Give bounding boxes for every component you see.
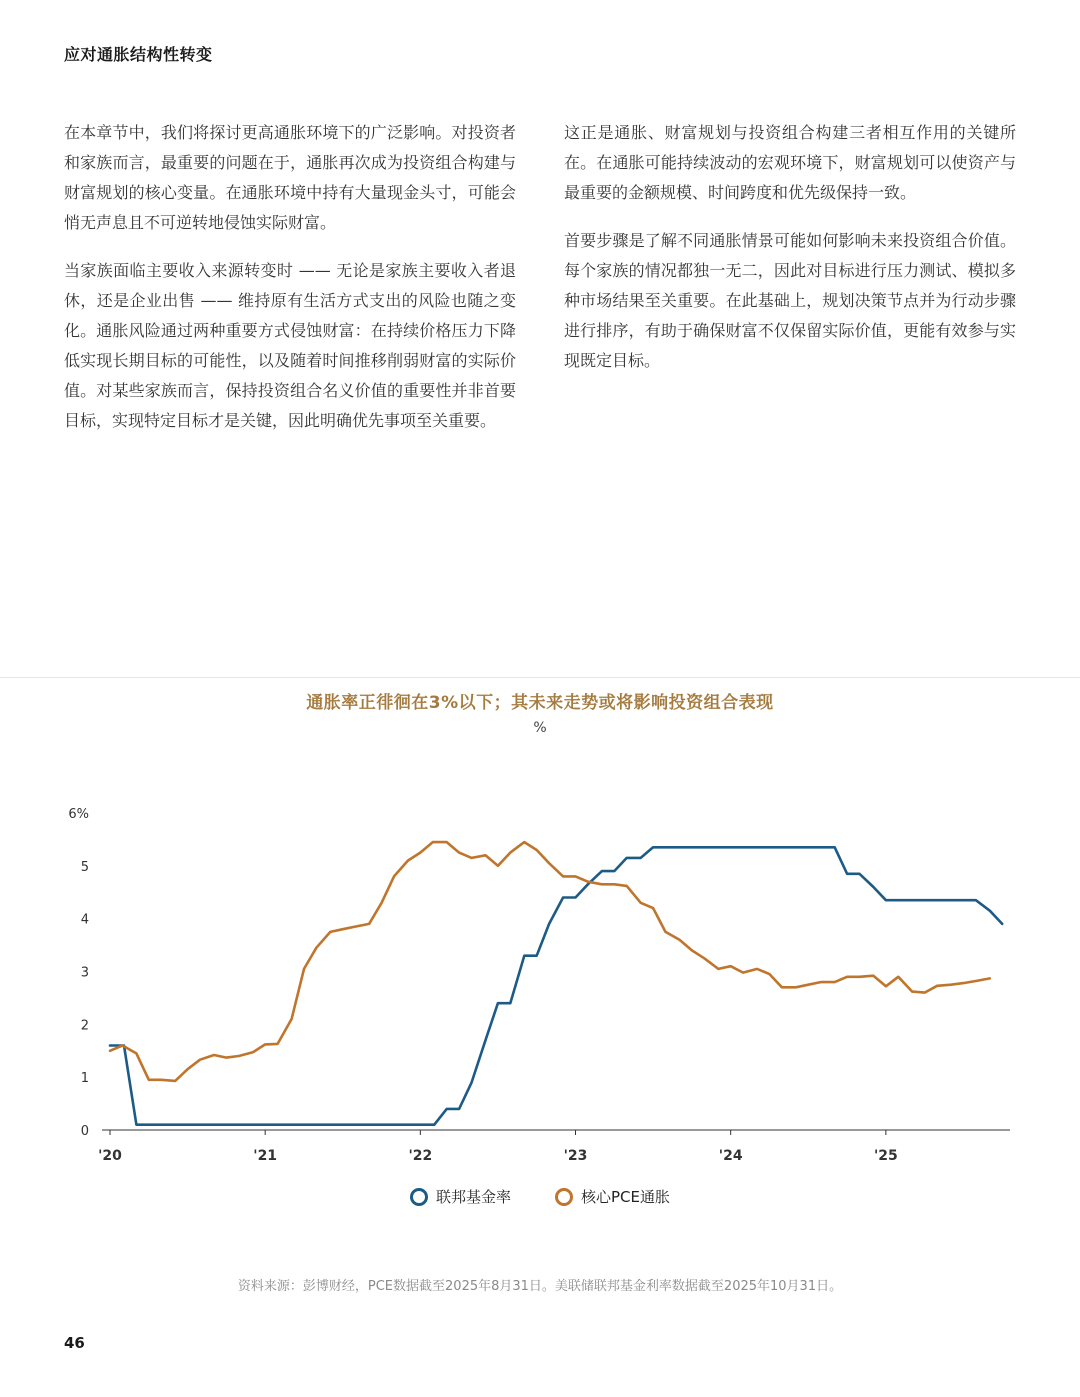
x-tick-label: '24 <box>718 1148 743 1164</box>
body-paragraph: 这正是通胀、财富规划与投资组合构建三者相互作用的关键所在。在通胀可能持续波动的宏观环境下，财富规划可以使资产与最重要的金额规模、时间跨度和优先级保持一致。 <box>564 123 1016 202</box>
y-tick-label: 5 <box>80 859 89 875</box>
body-paragraph: 在本章节中，我们将探讨更高通胀环境下的广泛影响。对投资者和家族而言，最重要的问题在于，通胀再次成为投资组合构建与财富规划的核心变量。在通胀环境中持有大量现金头寸，可能会悄无声息且不可逆转地侵蚀实际财富。 <box>64 123 516 232</box>
legend-label: 核心PCE通胀 <box>581 1188 670 1206</box>
x-tick-label: '22 <box>408 1148 433 1164</box>
body-paragraph: 当家族面临主要收入来源转变时 —— 无论是家族主要收入者退休，还是企业出售 —— 维持原有生活方式支出的风险也随之变化。通胀风险通过两种重要方式侵蚀财富：在持续价格压力下降低实现长期目标的可能性，以及随着时间推移削弱财富的实际价值。对某些家族而言，保持投资组合名义价值的重要性并非首要目标，实现特定目标才是关键，因此明确优先事项至关重要。 <box>64 261 516 430</box>
series-line-core-pce <box>110 842 990 1081</box>
x-tick-label: '23 <box>563 1148 588 1164</box>
x-tick-label: '21 <box>253 1148 278 1164</box>
legend-swatch-core-pce <box>555 1188 573 1206</box>
x-tick-label: '25 <box>873 1148 898 1164</box>
y-tick-label: 3 <box>80 965 89 981</box>
section-divider <box>0 677 1080 678</box>
left-text-column <box>64 118 516 454</box>
y-tick-label: 0 <box>80 1124 89 1139</box>
legend-label: 联邦基金率 <box>435 1188 511 1206</box>
line-chart <box>0 780 1080 1180</box>
legend-item-core-pce <box>555 1186 670 1207</box>
legend-item-fed-funds <box>410 1186 511 1207</box>
y-tick-label: 1 <box>80 1071 89 1087</box>
x-tick-label: '20 <box>98 1148 122 1164</box>
page-header-title: 应对通胀结构性转变 <box>64 45 213 64</box>
legend-swatch-fed-funds <box>410 1188 428 1206</box>
y-tick-label: 4 <box>80 912 89 928</box>
y-tick-label: 6% <box>68 807 89 822</box>
right-text-column <box>564 118 1016 394</box>
body-paragraph: 首要步骤是了解不同通胀情景可能如何影响未来投资组合价值。每个家族的情况都独一无二，因此对目标进行压力测试、模拟多种市场结果至关重要。在此基础上，规划决策节点并为行动步骤进行排序，有助于确保财富不仅保留实际价值，更能有效参与实现既定目标。 <box>564 231 1016 370</box>
y-tick-label: 2 <box>80 1018 89 1034</box>
source-note: 资料来源：彭博财经，PCE数据截至2025年8月31日。美联储联邦基金利率数据截至2025年10月31日。 <box>237 1279 843 1294</box>
series-line-fed-funds <box>110 847 1002 1124</box>
chart-title: 通胀率正徘徊在3%以下；其未来走势或将影响投资组合表现 <box>306 693 774 713</box>
chart-unit-label: % <box>533 720 547 736</box>
page-number: 46 <box>64 1334 85 1352</box>
chart-legend <box>0 1186 1080 1207</box>
